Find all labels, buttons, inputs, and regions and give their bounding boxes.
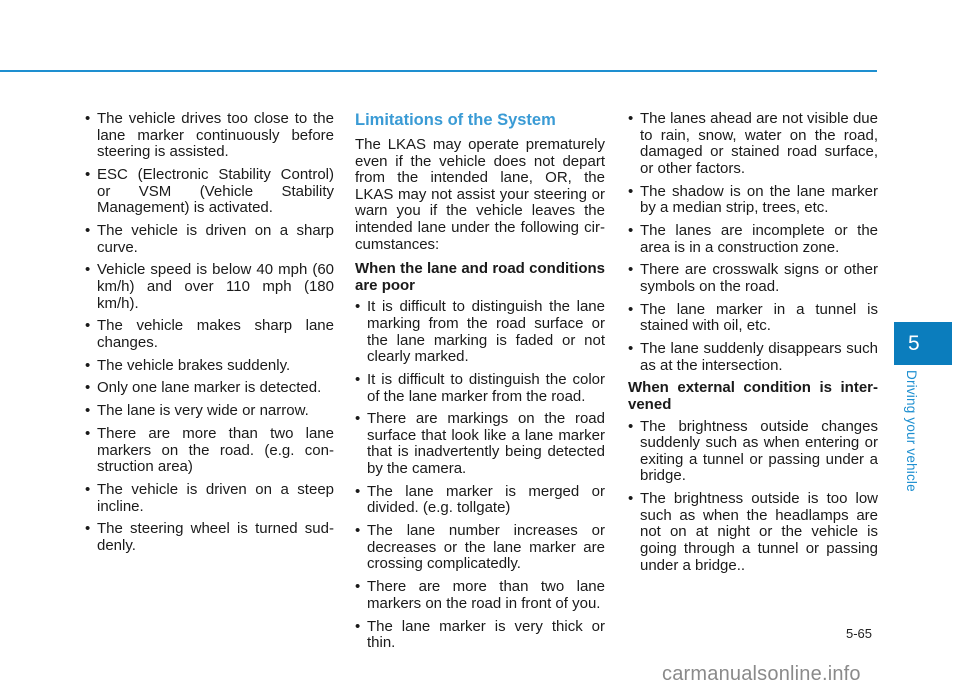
list-item: • Vehicle speed is below 40 mph (60 km/h) and over 110 mph (180 km/h).	[85, 262, 334, 312]
list-item: • It is difficult to distinguish the color of the lane marker from the road.	[355, 372, 605, 405]
list-item: • The shadow is on the lane marker by a median strip, trees, etc.	[628, 184, 878, 217]
list-item: • The vehicle is driven on a sharp curve.	[85, 223, 334, 256]
list-item: • It is difficult to distinguish the lane marking from the road surface or the lane marking is faded or not clearly marked.	[355, 299, 605, 365]
external-condition-list	[628, 419, 878, 575]
limitation-list	[355, 299, 605, 651]
list-item: • The brightness outside changes suddenly such as when entering or exiting a tunnel or passing under a bridge.	[628, 419, 878, 485]
subheading-external-condition: When external condition is intervened	[628, 379, 878, 414]
list-item: • There are crosswalk signs or other symbols on the road.	[628, 262, 878, 295]
watermark: carmanualsonline.info	[662, 663, 861, 685]
list-item: • The vehicle brakes suddenly.	[85, 358, 334, 375]
left-column	[85, 111, 334, 561]
list-item: • ESC (Electronic Stability Control) or VSM (Vehicle Stability Management) is activated.	[85, 167, 334, 217]
list-item: • The lane marker is very thick or thin.	[355, 619, 605, 652]
chapter-tab: 5	[894, 322, 952, 365]
list-item: • The lane marker in a tunnel is stained with oil, etc.	[628, 302, 878, 335]
list-item: • There are markings on the road surface that look like a lane marker that is inadvertently being detected by the camera.	[355, 411, 605, 477]
list-item: • The lane number increases or decreases or the lane marker are crossing complicatedly.	[355, 523, 605, 573]
intro-paragraph: The LKAS may operate prematurely even if the vehicle does not depart from the intended lane, OR, the LKAS may not assist your steering or warn you if the vehicle leaves the intended lane under the following circumstances:	[355, 136, 605, 253]
limitation-list-continued	[628, 111, 878, 374]
section-title: Limitations of the System	[355, 111, 556, 129]
list-item: • The lane marker is merged or divided. (e.g. tollgate)	[355, 484, 605, 517]
list-item: • The vehicle makes sharp lane changes.	[85, 318, 334, 351]
list-item: • The lanes ahead are not visible due to rain, snow, water on the road, damaged or stained road surface, or other factors.	[628, 111, 878, 177]
list-item: • There are more than two lane markers on the road. (e.g. construction area)	[85, 426, 334, 476]
page-number: 5-65	[846, 626, 873, 641]
list-item: • The steering wheel is turned suddenly.	[85, 521, 334, 554]
subheading-lane-road-conditions: When the lane and road conditions are poor	[355, 260, 605, 294]
list-item: • Only one lane marker is detected.	[85, 380, 334, 397]
list-item: • There are more than two lane markers on the road in front of you.	[355, 579, 605, 612]
condition-list	[85, 111, 334, 555]
chapter-title: Driving your vehicle	[904, 370, 919, 492]
middle-column	[355, 110, 605, 658]
right-column	[628, 111, 878, 580]
list-item: • The brightness outside is too low such as when the headlamps are not on at night or the vehicle is going through a tunnel or passing under a bridge..	[628, 491, 878, 574]
list-item: • The vehicle drives too close to the lane marker continuously before steering is assisted.	[85, 111, 334, 161]
list-item: • The lane is very wide or narrow.	[85, 403, 334, 420]
list-item: • The lanes are incomplete or the area is in a construction zone.	[628, 223, 878, 256]
header-rule	[0, 70, 877, 72]
list-item: • The vehicle is driven on a steep incline.	[85, 482, 334, 515]
list-item: • The lane suddenly disappears such as at the intersection.	[628, 341, 878, 374]
